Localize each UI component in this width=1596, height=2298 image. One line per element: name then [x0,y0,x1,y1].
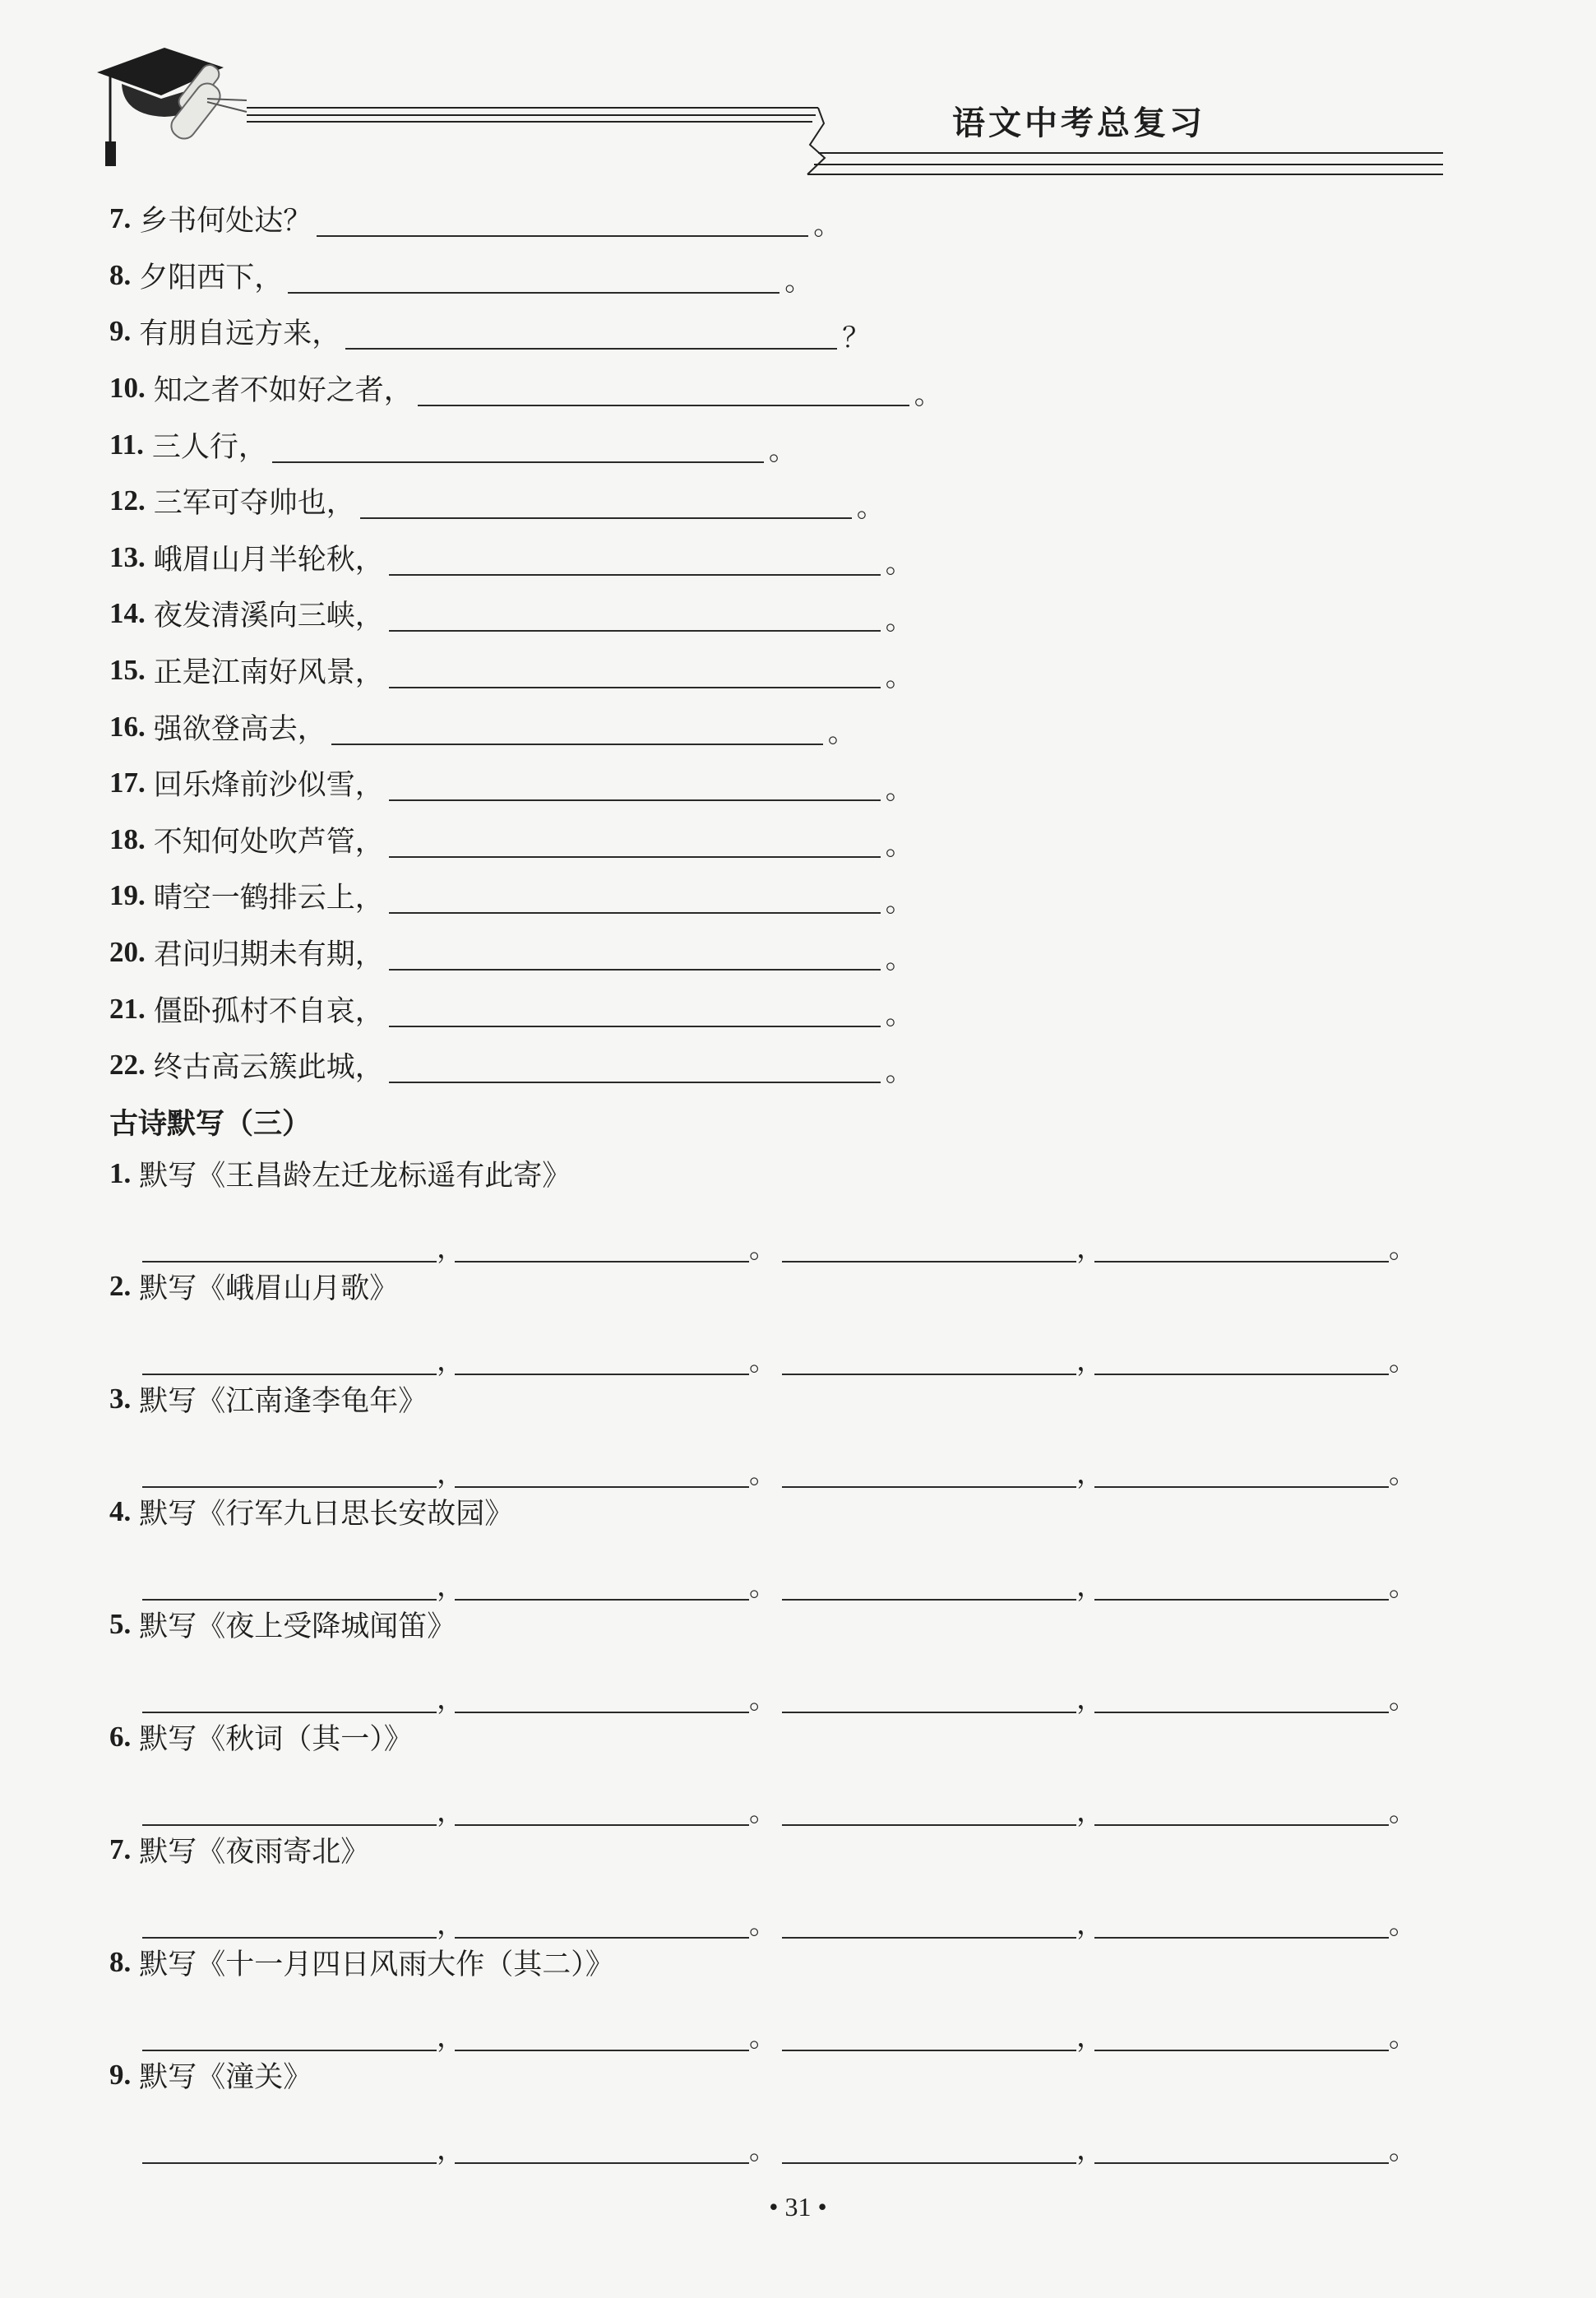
fill-in-item [109,698,1507,755]
poem-answer-lines [109,1874,1507,1939]
worksheet-content [109,191,1507,2164]
fill-in-item [109,248,1507,304]
comma: ， [437,1907,465,1941]
item-prompt: 终古高云簇此城， [153,1051,384,1085]
answer-blank[interactable] [782,1578,1076,1601]
answer-blank[interactable] [142,2028,437,2051]
answer-blank[interactable] [288,267,779,294]
answer-blank[interactable] [389,1057,881,1083]
item-number: 11. [109,428,144,461]
poem-title: 默写《江南逢李龟年》 [139,1384,428,1418]
book-title: 语文中考总复习 [952,104,1205,142]
header-rules [247,108,1443,174]
fill-in-item [109,416,1507,473]
fill-in-item [109,642,1507,699]
answer-blank[interactable] [1094,1352,1389,1375]
answer-blank[interactable] [455,2028,749,2051]
poem-item [109,1826,1507,1939]
period: 。 [749,1569,777,1603]
period: 。 [749,1795,777,1828]
item-end-punct: 。 [885,1054,914,1088]
poem-heading [109,1263,1507,1310]
fill-in-item [109,755,1507,812]
answer-blank[interactable] [782,2028,1076,2051]
period: 。 [1389,1795,1417,1828]
answer-blank[interactable] [782,1352,1076,1375]
item-end-punct: 。 [885,885,914,919]
item-number: 6. [109,1720,132,1753]
item-prompt: 三人行， [151,430,267,464]
fill-in-item [109,303,1507,360]
poem-item [109,1713,1507,1826]
answer-blank[interactable] [782,1239,1076,1263]
period: 。 [1389,1682,1417,1716]
answer-blank[interactable] [1094,2141,1389,2164]
fill-in-item [109,586,1507,642]
item-end-punct: 。 [885,547,914,581]
item-prompt: 三军可夺帅也， [153,487,355,521]
poem-item [109,1939,1507,2054]
answer-blank[interactable] [782,1803,1076,1826]
poem-heading [109,2051,1507,2099]
answer-blank[interactable] [142,1239,437,1263]
comma: ， [1076,1231,1104,1265]
poem-item [109,1375,1507,1488]
poem-item [109,2051,1507,2164]
comma: ， [437,1344,465,1378]
poem-dictation-list [109,1150,1507,2164]
poem-answer-lines [109,1761,1507,1826]
item-number: 14. [109,597,146,630]
comma: ， [437,2020,465,2054]
answer-blank[interactable] [142,1690,437,1713]
answer-blank[interactable] [455,1803,749,1826]
page-number: • 31 • [769,2192,827,2222]
comma: ， [437,2133,465,2166]
period: 。 [749,2133,777,2166]
poem-title: 默写《王昌龄左迁龙标遥有此寄》 [139,1159,571,1193]
item-number: 9. [109,315,132,348]
item-end-punct: 。 [768,434,797,468]
answer-blank[interactable] [1094,2028,1389,2051]
poem-title: 默写《秋词（其一）》 [139,1722,413,1756]
answer-blank[interactable] [389,944,881,971]
fill-in-item [109,473,1507,530]
item-prompt: 夜发清溪向三峡， [153,600,384,633]
period: 。 [1389,1344,1417,1378]
item-end-punct: 。 [885,772,914,806]
answer-blank[interactable] [1094,1239,1389,1263]
period: 。 [1389,1907,1417,1941]
poem-answer-lines [109,1198,1507,1263]
comma: ， [1076,1682,1104,1716]
item-number: 18. [109,822,146,855]
item-prompt: 回乐烽前沙似雪， [153,769,384,803]
period: 。 [1389,1569,1417,1603]
period: 。 [749,1907,777,1941]
answer-blank[interactable] [455,1916,749,1939]
comma: ， [1076,1907,1104,1941]
comma: ， [437,1569,465,1603]
poem-title: 默写《夜上受降城闻笛》 [139,1610,456,1643]
answer-blank[interactable] [360,493,852,519]
comma: ， [437,1231,465,1265]
item-end-punct: 。 [885,829,914,863]
answer-blank[interactable] [142,1803,437,1826]
item-end-punct: ？ [842,321,871,354]
item-prompt: 君问归期未有期， [153,938,384,972]
item-number: 20. [109,936,146,969]
answer-blank[interactable] [455,2141,749,2164]
item-end-punct: 。 [885,998,914,1032]
comma: ， [1076,2020,1104,2054]
item-number: 4. [109,1494,132,1527]
item-end-punct: 。 [856,490,885,524]
answer-blank[interactable] [782,2141,1076,2164]
poem-item [109,1488,1507,1601]
poem-answer-lines [109,1423,1507,1488]
fill-in-item [109,980,1507,1037]
answer-blank[interactable] [389,605,881,632]
poem-answer-lines [109,1310,1507,1378]
comma: ， [437,1795,465,1828]
comma: ， [1076,1569,1104,1603]
poem-title: 默写《夜雨寄北》 [139,1835,370,1869]
answer-blank[interactable] [142,1578,437,1601]
period: 。 [749,1344,777,1378]
item-end-punct: 。 [885,603,914,637]
answer-blank[interactable] [1094,1465,1389,1488]
period: 。 [1389,2020,1417,2054]
item-number: 13. [109,540,146,573]
item-prompt: 知之者不如好之者， [153,374,413,408]
answer-blank[interactable] [142,2141,437,2164]
item-number: 7. [109,202,132,235]
comma: ， [1076,1457,1104,1490]
fill-in-item [109,812,1507,869]
poem-item [109,1150,1507,1263]
item-end-punct: 。 [914,378,942,411]
answer-blank[interactable] [389,662,881,688]
item-number: 16. [109,710,146,743]
poem-title: 默写《行军九日思长安故园》 [139,1497,514,1531]
answer-blank[interactable] [455,1352,749,1375]
item-number: 7. [109,1832,132,1865]
item-prompt: 乡书何处达？ [139,205,312,239]
answer-blank[interactable] [455,1465,749,1488]
period: 。 [749,1231,777,1265]
answer-blank[interactable] [389,832,881,858]
item-prompt: 有朋自远方来， [139,317,341,351]
comma: ， [437,1457,465,1490]
item-number: 9. [109,2058,132,2091]
page-header [0,0,1596,197]
answer-blank[interactable] [782,1690,1076,1713]
poem-answer-lines [109,1536,1507,1601]
answer-blank[interactable] [455,1239,749,1263]
answer-blank[interactable] [142,1352,437,1375]
item-number: 12. [109,484,146,517]
poem-item [109,1601,1507,1716]
answer-blank[interactable] [455,1578,749,1601]
poem-heading [109,1150,1507,1198]
poem-heading [109,1713,1507,1761]
answer-blank[interactable] [1094,1578,1389,1601]
period: 。 [749,1682,777,1716]
poem-title: 默写《十一月四日风雨大作（其二）》 [139,1948,614,1981]
answer-blank[interactable] [782,1916,1076,1939]
poem-answer-lines [109,1648,1507,1716]
poem-heading [109,1826,1507,1874]
fill-in-list [109,191,1507,1094]
item-end-punct: 。 [784,265,813,299]
item-number: 3. [109,1382,132,1415]
item-prompt: 不知何处吹芦管， [153,825,384,859]
item-prompt: 峨眉山月半轮秋， [153,543,384,577]
poem-answer-lines [109,2099,1507,2164]
answer-blank[interactable] [345,323,837,350]
poem-title: 默写《潼关》 [139,2060,312,2094]
answer-blank[interactable] [142,1916,437,1939]
answer-blank[interactable] [1094,1690,1389,1713]
item-number: 22. [109,1049,146,1082]
item-end-punct: 。 [885,660,914,693]
item-number: 17. [109,767,146,799]
fill-in-item [109,1037,1507,1094]
answer-blank[interactable] [1094,1916,1389,1939]
period: 。 [749,2020,777,2054]
period: 。 [1389,1457,1417,1490]
item-number: 21. [109,992,146,1025]
answer-blank[interactable] [782,1465,1076,1488]
fill-in-item [109,191,1507,248]
item-number: 10. [109,372,146,405]
item-prompt: 强欲登高去， [153,712,326,746]
fill-in-item [109,530,1507,586]
poem-heading [109,1601,1507,1648]
item-end-punct: 。 [827,716,856,750]
answer-blank[interactable] [317,211,808,237]
answer-blank[interactable] [142,1465,437,1488]
item-prompt: 僵卧孤村不自哀， [153,994,384,1028]
period: 。 [1389,2133,1417,2166]
item-prompt: 正是江南好风景， [153,656,384,690]
fill-in-item [109,924,1507,981]
section-title: 古诗默写（三） [109,1107,312,1141]
answer-blank[interactable] [418,380,909,406]
poem-heading [109,1488,1507,1536]
item-number: 15. [109,654,146,687]
answer-blank[interactable] [389,549,881,576]
item-prompt: 夕阳西下， [139,261,284,294]
poem-item [109,1263,1507,1378]
poem-answer-lines [109,1986,1507,2054]
item-end-punct: 。 [813,208,842,242]
item-number: 19. [109,879,146,912]
answer-blank[interactable] [389,887,881,914]
graduation-cap-icon [97,48,247,166]
answer-blank[interactable] [1094,1803,1389,1826]
answer-blank[interactable] [389,1001,881,1027]
item-number: 1. [109,1156,132,1189]
poem-heading [109,1939,1507,1986]
poem-title: 默写《峨眉山月歌》 [139,1272,399,1305]
comma: ， [1076,1344,1104,1378]
comma: ， [1076,1795,1104,1828]
answer-blank[interactable] [272,437,764,463]
answer-blank[interactable] [455,1690,749,1713]
period: 。 [1389,1231,1417,1265]
item-number: 5. [109,1607,132,1640]
period: 。 [749,1457,777,1490]
item-end-punct: 。 [885,942,914,975]
item-number: 2. [109,1269,132,1302]
comma: ， [1076,2133,1104,2166]
item-number: 8. [109,1945,132,1978]
comma: ， [437,1682,465,1716]
poem-heading [109,1375,1507,1423]
fill-in-item [109,360,1507,417]
answer-blank[interactable] [389,775,881,801]
header-decoration [0,0,1596,197]
item-prompt: 晴空一鹤排云上， [153,882,384,915]
item-number: 8. [109,258,132,291]
answer-blank[interactable] [331,719,823,745]
fill-in-item [109,868,1507,924]
